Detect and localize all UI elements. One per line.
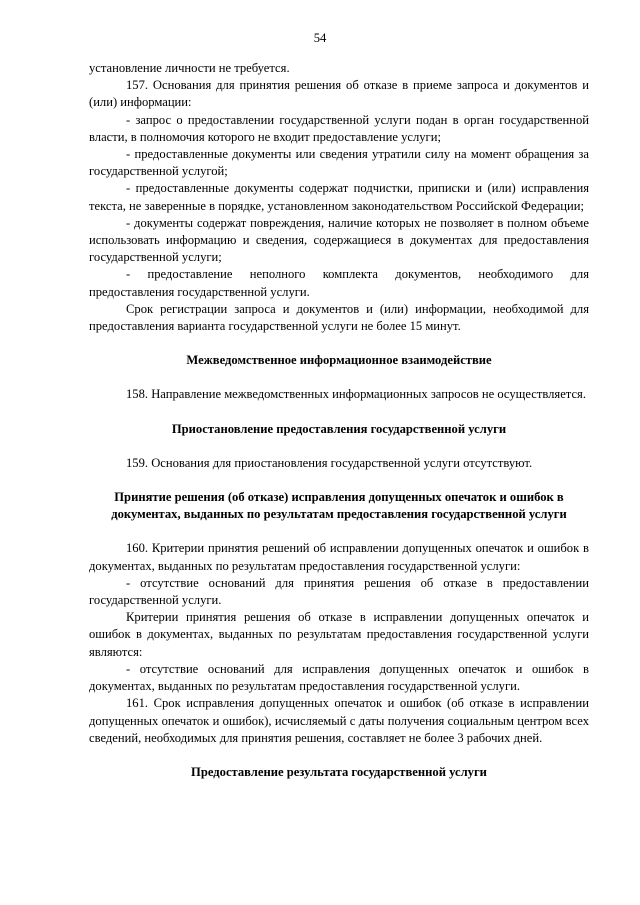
document-body: [89, 60, 589, 781]
paragraph-158: 158. Направление межведомственных информационных запросов не осуществляется.: [126, 387, 586, 402]
section-heading: Межведомственное информационное взаимодействие: [186, 353, 492, 368]
list-item: - предоставленные документы содержат подчистки, приписки и (или) исправления текста, не заверенные в порядке, установленном законодательством Российской Федерации;: [89, 181, 589, 213]
section-heading: Принятие решения (об отказе) исправления допущенных опечаток и ошибок в документах, выданных по результатам предоставления государственной услуги: [111, 490, 567, 522]
paragraph-160: 160. Критерии принятия решений об исправлении допущенных опечаток и ошибок в документах, выданных по результатам предоставления государственной услуги:: [89, 541, 589, 573]
paragraph-159: 159. Основания для приостановления государственной услуги отсутствуют.: [126, 455, 533, 470]
list-item: - отсутствие оснований для принятия решения об отказе в предоставлении государственной услуги.: [89, 575, 589, 608]
paragraph-criteria: Критерии принятия решения об отказе в исправлении допущенных опечаток и ошибок в документах, выданных по результатам предоставления государственной услуги являются:: [89, 610, 589, 659]
list-item: - предоставление неполного комплекта документов, необходимого для предоставления государственной услуги.: [89, 267, 589, 299]
section-heading: Предоставление результата государственной услуги: [191, 764, 487, 779]
section-heading: Приостановление предоставления государственной услуги: [171, 421, 507, 436]
list-item: - отсутствие оснований для исправления допущенных опечаток и ошибок в документах, выданных по результатам предоставления государственной услуги.: [89, 661, 589, 694]
list-item: - предоставленные документы или сведения утратили силу на момент обращения за государственной услугой;: [89, 147, 589, 179]
paragraph-identity: установление личности не требуется.: [89, 61, 290, 75]
list-item: - запрос о предоставлении государственной услуги подан в орган государственной власти, в полномочия которого не входит предоставление услуги;: [89, 112, 589, 144]
paragraph-157: 157. Основания для принятия решения об отказе в приеме запроса и документов и (или) информации:: [89, 78, 589, 110]
list-item: - документы содержат повреждения, наличие которых не позволяет в полном объеме использовать информацию и сведения, содержащиеся в документах для предоставления государственной услуги;: [89, 215, 589, 265]
paragraph-registration-time: Срок регистрации запроса и документов и (или) информации, необходимой для предоставления варианта государственной услуги не более 15 минут.: [89, 301, 589, 334]
page-number: 54: [313, 31, 327, 45]
paragraph-161: 161. Срок исправления допущенных опечаток и ошибок (об отказе в исправлении допущенных опечаток и ошибок), исчисляемый с даты получения социальным центром всех сведений, необходимых для принятия решения, составляет не более 3 рабочих дней.: [89, 696, 589, 745]
